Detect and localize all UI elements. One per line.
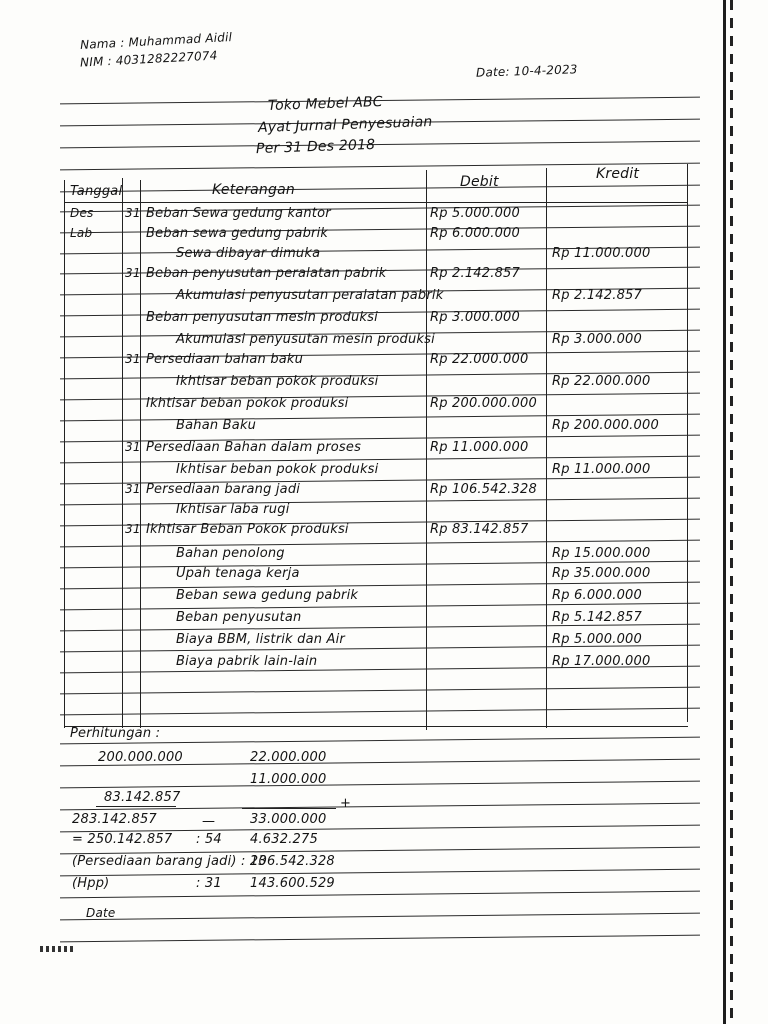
- calc-right-value: 4.632.275: [250, 832, 318, 847]
- table-col-divider-date: [122, 178, 123, 728]
- calc-minus-sign: —: [202, 814, 216, 829]
- calc-underline-left: [96, 806, 176, 807]
- row-description: Sewa dibayar dimuka: [176, 246, 321, 261]
- calc-left-value: 200.000.000: [98, 750, 183, 765]
- row-kredit: Rp 3.000.000: [552, 332, 642, 347]
- row-description: Persediaan barang jadi: [146, 482, 301, 497]
- row-debit: Rp 200.000.000: [430, 396, 537, 411]
- row-description: Ikhtisar beban pokok produksi: [146, 396, 349, 411]
- calc-left-value: 283.142.857: [72, 812, 157, 827]
- row-description: Akumulasi penyusutan mesin produksi: [176, 332, 435, 347]
- row-description: Biaya pabrik lain-lain: [176, 654, 318, 669]
- table-col-divider-kredit: [546, 168, 547, 728]
- table-col-divider-day: [140, 180, 141, 728]
- row-description: Ikhtisar beban pokok produksi: [176, 374, 379, 389]
- ruled-line: [60, 869, 700, 877]
- calc-left-value: (Persediaan barang jadi) : 23: [72, 854, 267, 869]
- ruled-line: [60, 913, 700, 921]
- header-keterangan: Keterangan: [212, 182, 295, 198]
- title-journal: Ayat Jurnal Penyesuaian: [257, 113, 433, 137]
- row-kredit: Rp 35.000.000: [552, 566, 651, 581]
- row-description: Beban penyusutan: [176, 610, 302, 625]
- row-day: 31: [125, 482, 141, 496]
- row-description: Beban penyusutan mesin produksi: [146, 310, 378, 325]
- calc-left-value: = 250.142.857: [72, 832, 173, 847]
- row-day: 31: [125, 352, 141, 366]
- row-kredit: Rp 6.000.000: [552, 588, 642, 603]
- calc-label: Perhitungan :: [70, 726, 161, 741]
- calc-left-value: 83.142.857: [104, 790, 181, 805]
- row-debit: Rp 6.000.000: [430, 226, 520, 241]
- spiral-binding: [723, 0, 740, 1024]
- row-day: 31: [125, 440, 141, 454]
- row-description: Beban sewa gedung pabrik: [176, 588, 359, 603]
- row-kredit: Rp 22.000.000: [552, 374, 651, 389]
- row-day: 31: [125, 266, 141, 280]
- row-month: Lab: [70, 226, 93, 240]
- row-description: Ikhtisar laba rugi: [176, 502, 290, 517]
- row-kredit: Rp 2.142.857: [552, 288, 642, 303]
- calc-right-value: 143.600.529: [250, 876, 335, 891]
- page-date: Date: 10-4-2023: [475, 62, 578, 80]
- row-debit: Rp 22.000.000: [430, 352, 529, 367]
- ruled-line: [60, 185, 700, 193]
- title-company: Toko Mebel ABC: [267, 94, 384, 114]
- row-description: Akumulasi penyusutan peralatan pabrik: [176, 288, 444, 303]
- row-kredit: Rp 200.000.000: [552, 418, 659, 433]
- row-debit: Rp 2.142.857: [430, 266, 520, 281]
- row-kredit: Rp 17.000.000: [552, 654, 651, 669]
- row-description: Beban Sewa gedung kantor: [146, 206, 331, 221]
- header-tanggal: Tanggal: [70, 184, 123, 199]
- calc-left-value: (Hpp): [72, 876, 110, 891]
- row-debit: Rp 5.000.000: [430, 206, 520, 221]
- calc-underline-right: [242, 808, 336, 809]
- header-debit: Debit: [460, 174, 499, 190]
- student-nim: NIM : 4031282227074: [79, 48, 218, 70]
- row-description: Persediaan Bahan dalam proses: [146, 440, 362, 455]
- row-debit: Rp 11.000.000: [430, 440, 529, 455]
- row-description: Ikhtisar beban pokok produksi: [176, 462, 379, 477]
- row-debit: Rp 83.142.857: [430, 522, 529, 537]
- header-kredit: Kredit: [596, 166, 640, 182]
- row-kredit: Rp 11.000.000: [552, 462, 651, 477]
- calc-right-value: 22.000.000: [250, 750, 327, 765]
- row-description: Ikhtisar Beban Pokok produksi: [146, 522, 349, 537]
- student-name: Nama : Muhammad Aidil: [79, 30, 233, 52]
- calc-divisor: : 31: [196, 876, 222, 891]
- title-period: Per 31 Des 2018: [255, 136, 376, 158]
- ruled-line: [60, 935, 700, 943]
- calc-right-value: 106.542.328: [250, 854, 335, 869]
- row-kredit: Rp 5.000.000: [552, 632, 642, 647]
- ruled-line: [60, 891, 700, 899]
- calc-plus-sign: +: [340, 796, 352, 811]
- row-kredit: Rp 15.000.000: [552, 546, 651, 561]
- table-col-divider-debit: [426, 170, 427, 730]
- row-description: Beban penyusutan peralatan pabrik: [146, 266, 387, 281]
- row-description: Persediaan bahan baku: [146, 352, 304, 367]
- edge-mark: [40, 946, 76, 952]
- row-debit: Rp 3.000.000: [430, 310, 520, 325]
- row-debit: Rp 106.542.328: [430, 482, 537, 497]
- row-day: 31: [125, 522, 141, 536]
- row-description: Upah tenaga kerja: [176, 566, 300, 581]
- calc-right-value: 11.000.000: [250, 772, 327, 787]
- row-kredit: Rp 5.142.857: [552, 610, 642, 625]
- row-description: Bahan Baku: [176, 418, 257, 433]
- calc-divisor: : 54: [196, 832, 222, 847]
- row-day: 31: [125, 206, 141, 220]
- table-border-right: [687, 164, 688, 722]
- calc-right-value: 33.000.000: [250, 812, 327, 827]
- row-description: Biaya BBM, listrik dan Air: [176, 632, 345, 647]
- row-kredit: Rp 11.000.000: [552, 246, 651, 261]
- row-description: Beban sewa gedung pabrik: [146, 226, 329, 241]
- ruled-line: [60, 141, 700, 149]
- table-header-rule: [64, 202, 688, 203]
- table-border-left: [64, 180, 65, 728]
- ruled-line: [60, 687, 700, 695]
- row-description: Bahan penolong: [176, 546, 285, 561]
- ruled-line: [60, 708, 700, 716]
- ruled-line: [60, 498, 700, 506]
- ruled-line: [60, 781, 700, 789]
- footer-date-label: Date: [86, 906, 116, 920]
- row-month: Des: [70, 206, 94, 220]
